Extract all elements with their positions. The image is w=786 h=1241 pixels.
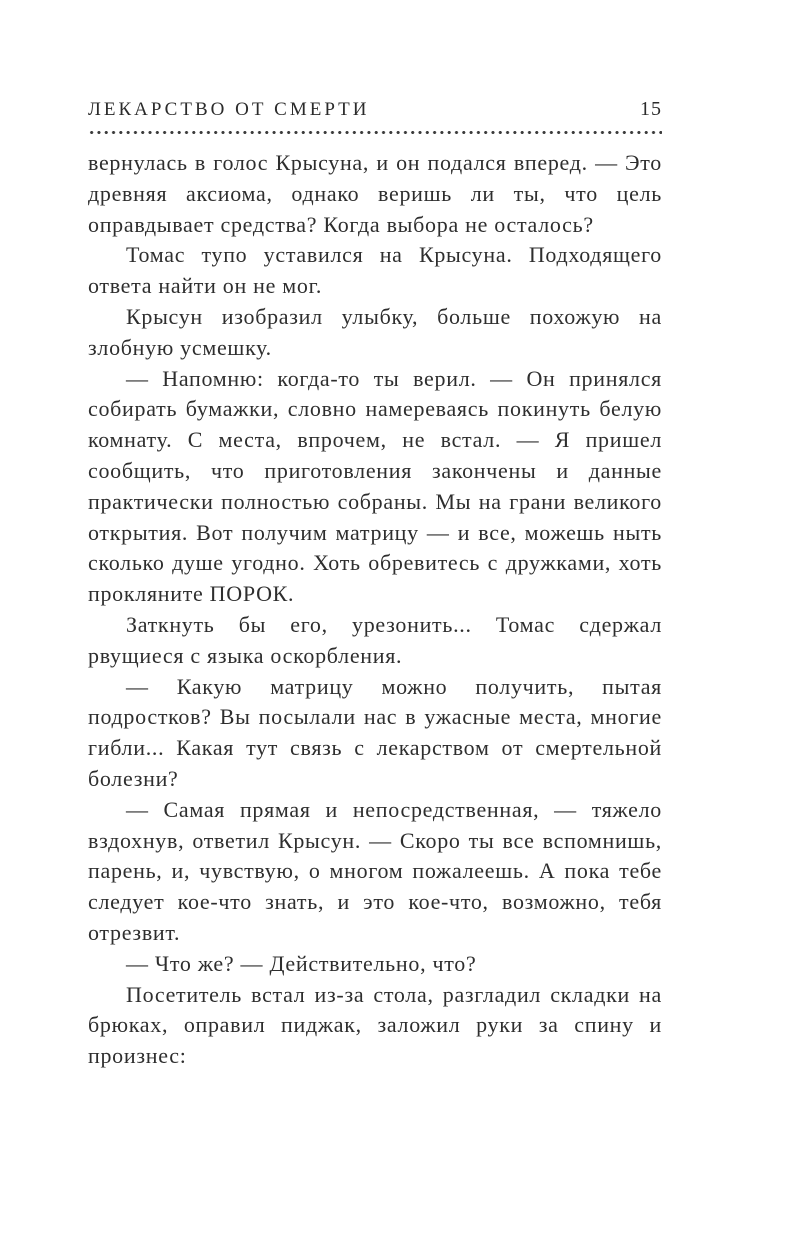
- page-text: [88, 148, 662, 1072]
- page-number: 15: [640, 98, 662, 120]
- text-paragraph: — Самая прямая и непосредственная, — тяжело вздохнув, ответил Крысун. — Скоро ты все вспомнишь, парень, и, чувствую, о многом пожалеешь. А пока тебе следует кое-что знать, и это кое-что, возможно, тебя отрезвит.: [88, 796, 662, 945]
- dotted-divider: [88, 130, 662, 135]
- running-header: [88, 98, 662, 121]
- text-paragraph: Посетитель встал из-за стола, разгладил складки на брюках, оправил пиджак, заложил руки за спину и произнес:: [88, 981, 662, 1069]
- text-paragraph: Томас тупо уставился на Крысуна. Подходящего ответа найти он не мог.: [88, 242, 662, 299]
- text-paragraph: Крысун изобразил улыбку, больше похожую на злобную усмешку.: [88, 303, 662, 360]
- text-paragraph: вернулась в голос Крысуна, и он подался вперед. — Это древняя аксиома, однако веришь ли ты, что цель оправдывает средства? Когда выбора не осталось?: [88, 150, 662, 237]
- text-paragraph: Заткнуть бы его, урезонить... Томас сдержал рвущиеся с языка оскорбления.: [88, 611, 662, 668]
- text-paragraph: — Что же? — Действительно, что?: [126, 950, 477, 976]
- text-paragraph: — Напомню: когда-то ты верил. — Он принялся собирать бумажки, словно намереваясь покинуть белую комнату. С места, впрочем, не встал. — Я пришел сообщить, что приготовления закончены и данные практически полностью собраны. Мы на грани великого открытия. Вот получим матрицу — и все, можешь ныть сколько душе угодно. Хоть обревитесь с дружками, хоть прокляните ПОРОК.: [88, 365, 662, 607]
- text-paragraph: — Какую матрицу можно получить, пытая подростков? Вы посылали нас в ужасные места, многие гибли... Какая тут связь с лекарством от смертельной болезни?: [88, 673, 662, 791]
- book-title-header: ЛЕКАРСТВО ОТ СМЕРТИ: [88, 99, 370, 120]
